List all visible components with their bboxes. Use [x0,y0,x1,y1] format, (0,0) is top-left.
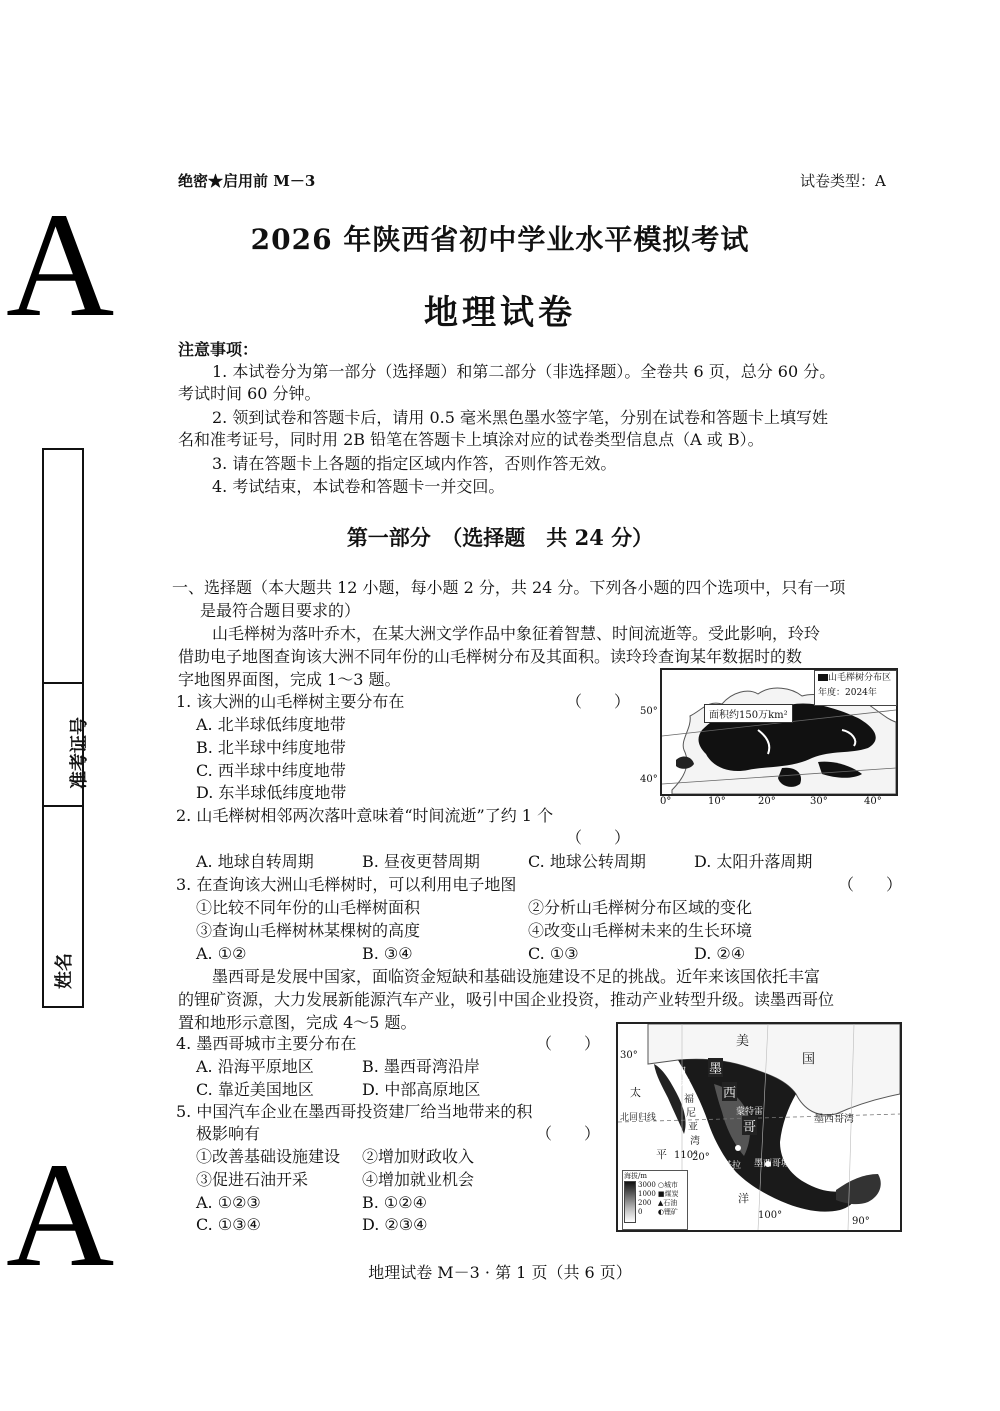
paper-type-letter-bottom: A [6,1132,115,1298]
lon-40-label: 40° [864,796,882,807]
exam-number-label: 准考证号 [69,717,90,789]
gulf-ca-label-6: 湾 [690,1136,700,1147]
paper-type-label: 试卷类型：A [800,172,886,190]
question-2: 2. 山毛榉树相邻两次落叶意味着“时间流逝”了约 1 个 [176,806,554,825]
lon-100-label: 100° [758,1210,783,1221]
q5-option-c: C. ①③④ [196,1215,261,1234]
answer-paren-3: （ ） [838,875,903,894]
passage-2-line2: 的锂矿资源，大力发展新能源汽车产业，吸引中国企业投资，推动产业转型升级。读墨西哥位 [178,990,835,1009]
passage-1: 山毛榉树为落叶乔木，在某大洲文学作品中象征着智慧、时间流逝等。受此影响，玲玲 [212,624,821,643]
question-5: 5. 中国汽车企业在墨西哥投资建厂给当地带来的积 [176,1102,533,1121]
gulf-ca-label-2: 利 [680,1080,690,1091]
notice-heading: 注意事项： [178,340,259,359]
passage-1-line3: 字地图界面图，完成 1～3 题。 [178,670,401,689]
q4-option-c: C. 靠近美国地区 [196,1080,314,1099]
mexico-label-1: 墨 [708,1058,723,1077]
legend-city: ○城市 [657,1181,678,1189]
legend-oil: ▲石油 [657,1199,678,1207]
q1-option-c: C. 西半球中纬度地带 [196,761,346,780]
legend-swatch [818,674,828,681]
mexico-city-label: 墨西哥城 [754,1159,791,1169]
pacific-label-1: 太 [630,1086,641,1099]
notice-item-1: 1. 本试卷分为第一部分（选择题）和第二部分（非选择题）。全卷共 6 页，总分 60 分。 [212,362,836,381]
legend-200: 200 [638,1199,652,1207]
q1-option-b: B. 北半球中纬度地带 [196,738,346,757]
q5-statement-2: ②增加财政收入 [362,1147,475,1166]
map-legend [814,670,897,706]
subject-title: 地理试卷 [424,293,576,333]
lon-10-label: 10° [708,796,726,807]
q1-option-a: A. 北半球低纬度地带 [196,715,346,734]
label-usa-1: 美 [736,1034,750,1049]
paper-type-letter-top: A [6,182,115,348]
beech-distribution-map [638,664,900,814]
answer-paren-4: （ ） [536,1034,601,1053]
q5-option-b: B. ①②④ [362,1193,427,1212]
q3-statement-1: ①比较不同年份的山毛榉树面积 [196,898,421,917]
passage-2: 墨西哥是发展中国家，面临资金短缺和基础设施建设不足的挑战。近年来该国依托丰富 [212,967,821,986]
lat-30-label: 30° [620,1050,638,1061]
q3-statement-3: ③查询山毛榉树林某棵树的高度 [196,921,421,940]
mexico-label-2: 西 [722,1082,737,1101]
elevation-legend [622,1170,688,1230]
q3-statement-2: ②分析山毛榉树分布区域的变化 [528,898,753,917]
q2-option-c: C. 地球公转周期 [528,852,646,871]
monterrey-label: 蒙特雷 [736,1107,764,1117]
lon-20-label: 20° [758,796,776,807]
exam-title: 2026 年陕西省初中学业水平模拟考试 [250,223,750,256]
q3-statement-4: ④改变山毛榉树未来的生长环境 [528,921,753,940]
notice-item-2: 2. 领到试卷和答题卡后，请用 0.5 毫米黑色墨水签字笔，分别在试卷和答题卡上填写姓 [212,408,828,427]
elevation-scale-bar [624,1181,636,1223]
legend-3000: 3000 [638,1181,656,1189]
label-usa-2: 国 [802,1052,816,1067]
q5-statement-4: ④增加就业机会 [362,1170,475,1189]
passage-1-line2: 借助电子地图查询该大洲不同年份的山毛榉树分布及其面积。读玲玲查询某年数据时的数 [178,647,803,666]
confidential-label: 绝密★启用前 M－3 [178,172,316,190]
q4-option-a: A. 沿海平原地区 [196,1057,314,1076]
question-4: 4. 墨西哥城市主要分布在 [176,1034,357,1053]
gulf-ca-label-1: 加 [676,1066,686,1077]
name-label: 姓名 [54,953,75,989]
q5-option-d: D. ②③④ [362,1215,428,1234]
lon-0-label: 0° [660,796,672,807]
pacific-label-2: 平 [656,1148,667,1161]
q4-option-d: D. 中部高原地区 [362,1080,481,1099]
gulf-ca-label-5: 亚 [688,1122,698,1133]
q5-option-a: A. ①②③ [196,1193,261,1212]
q3-option-b: B. ③④ [362,944,413,963]
q2-option-b: B. 昼夜更替周期 [362,852,480,871]
legend-lithium: ◐锂矿 [657,1208,678,1216]
q3-option-d: D. ②④ [694,944,746,963]
answer-paren-2: （ ） [566,828,631,847]
legend-coal: ■煤炭 [657,1190,679,1198]
question-3: 3. 在查询该大洲山毛榉树时，可以利用电子地图 [176,875,517,894]
legend-label: 山毛榉树分布区 [828,673,892,683]
question-1: 1. 该大洲的山毛榉树主要分布在 [176,692,405,711]
q5-statement-1: ①改善基础设施建设 [196,1147,341,1166]
notice-item-1-cont: 考试时间 60 分钟。 [178,384,321,403]
notice-item-2-cont: 名和准考证号，同时用 2B 铅笔在答题卡上填涂对应的试卷类型信息点（A 或 B）。 [178,430,764,449]
gulf-ca-label-4: 尼 [686,1108,696,1119]
gulf-ca-label-3: 福 [684,1094,694,1105]
mexico-label-3: 哥 [742,1116,757,1135]
tropic-label: 北回归线 [620,1113,657,1123]
answer-paren-1: （ ） [566,692,631,711]
legend-elevation-title: 海拔/m [624,1172,647,1180]
question-5-cont: 极影响有 [196,1124,261,1143]
part1-heading: 第一部分 （选择题 共 24 分） [346,525,654,550]
q1-option-d: D. 东半球低纬度地带 [196,783,347,802]
answer-paren-5: （ ） [536,1124,601,1143]
lat-20-label: 20° [692,1152,710,1163]
lat-40-label: 40° [640,774,658,785]
q3-option-c: C. ①③ [528,944,579,963]
pacific-label-3: 洋 [738,1192,749,1205]
lon-90-label: 90° [852,1216,870,1227]
legend-0: 0 [638,1208,643,1216]
notice-item-3: 3. 请在答题卡上各题的指定区域内作答，否则作答无效。 [212,454,617,473]
q2-option-a: A. 地球自转周期 [196,852,314,871]
q5-statement-3: ③促进石油开采 [196,1170,309,1189]
lat-50-label: 50° [640,706,658,717]
legend-1000: 1000 [638,1190,656,1198]
tequila-label: 特基拉 [714,1161,742,1171]
legend-year: 年度：2024年 [818,688,877,698]
notice-item-4: 4. 考试结束，本试卷和答题卡一并交回。 [212,477,505,496]
q3-option-a: A. ①② [196,944,247,963]
q4-option-b: B. 墨西哥湾沿岸 [362,1057,480,1076]
page-footer: 地理试卷 M－3 · 第 1 页（共 6 页） [368,1263,632,1282]
lon-30-label: 30° [810,796,828,807]
mexico-map [616,1022,902,1232]
q2-option-d: D. 太阳升落周期 [694,852,813,871]
lon-110-label: 110° [674,1150,699,1161]
area-callout: 面积约150万km² [704,704,793,723]
passage-2-line3: 置和地形示意图，完成 4～5 题。 [178,1013,417,1032]
section-intro: 一、选择题（本大题共 12 小题，每小题 2 分，共 24 分。下列各小题的四个选项中，只有一项 [172,578,846,597]
section-intro-cont: 是最符合题目要求的） [200,601,361,620]
gulf-mexico-label: 墨西哥湾 [814,1114,854,1125]
